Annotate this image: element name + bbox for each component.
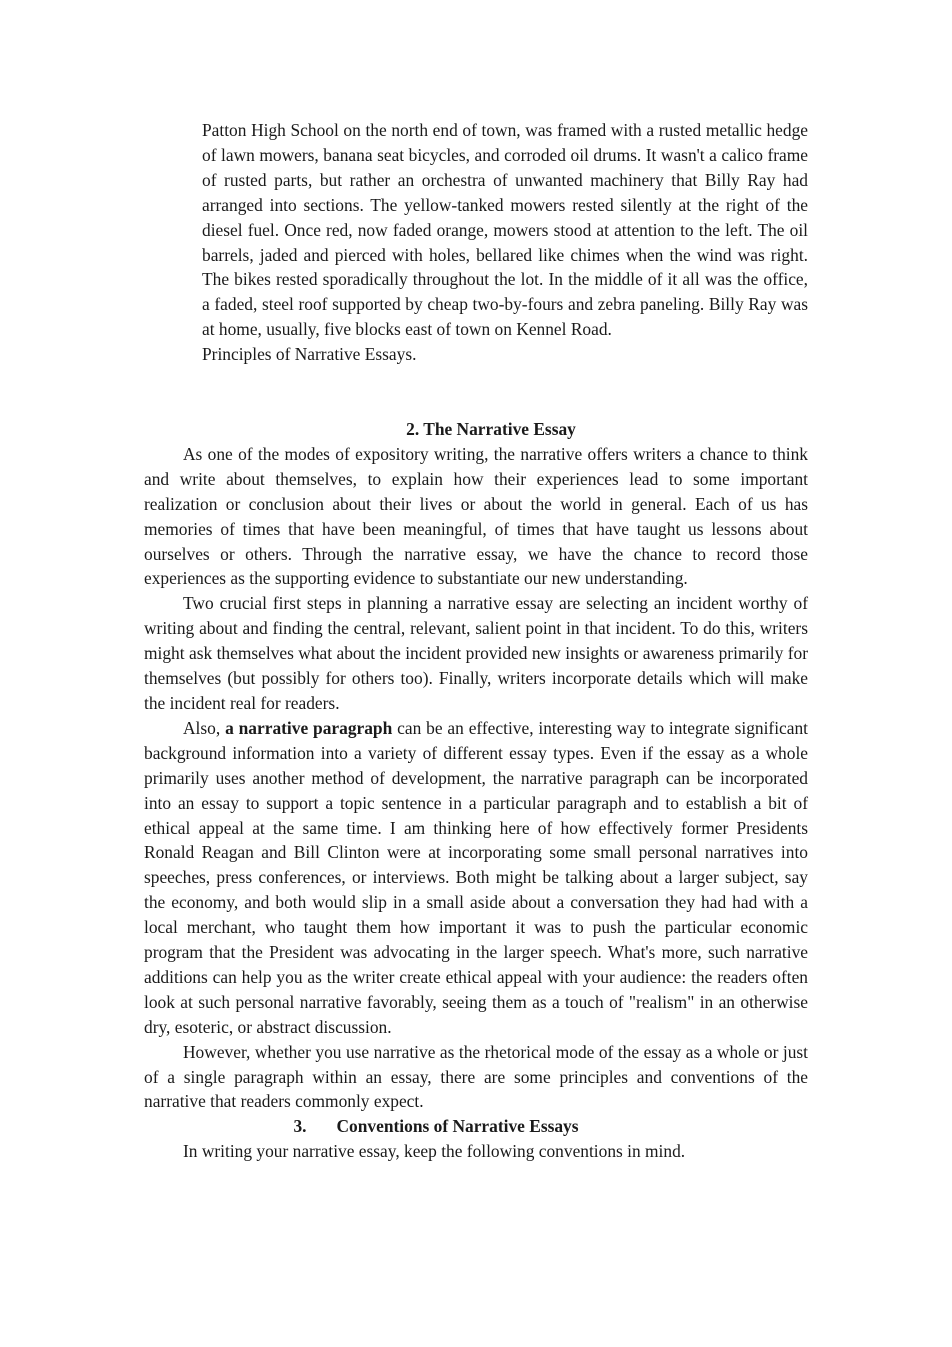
section-2-paragraph-1: As one of the modes of expository writing, the narrative offers writers a chance to think and write about themselves, to explain how their experiences lead to some important realization or conclusion about their lives or about the world in general. Each of us has memories of times that have been meaningful, of times that have taught us lessons about ourselves or others. Through the narrative essay, we have the chance to record those experiences as the supporting evidence to substantiate our new understanding. — [144, 443, 808, 589]
excerpt-trailing-line: Principles of Narrative Essays. — [202, 344, 417, 365]
section-3-paragraph-1: In writing your narrative essay, keep the following conventions in mind. — [183, 1141, 686, 1162]
paragraph-3-rest: can be an effective, interesting way to integrate significant background information into a variety of different essay types. Even if the essay as a whole primarily uses another method of development, the narrative paragraph can be incorporated into an essay to support a topic sentence in a particular paragraph and to establish a bit of ethical appeal at the same time. I am thinking here of how effectively former Presidents Ronald Reagan and Bill Clinton were at incorporating some small personal narratives into speeches, press conferences, or interviews. Both might be talking about a larger subject, say the economy, and both would slip in a small aside about a conversation they had had with a local merchant, who taught them how important it was to push the particular economic program that the President was advocating in the larger speech. What's more, such narrative additions can help you as the writer create ethical appeal with your audience: the readers often look at such personal narrative favorably, seeing them as a touch of "realism" in an otherwise dry, esoteric, or abstract discussion. — [144, 717, 809, 1037]
excerpt-paragraph: Patton High School on the north end of town, was framed with a rusted metallic hedge of lawn mowers, banana seat bicycles, and corroded oil drums. It wasn't a calico frame of rusted parts, but rather an orchestra of unwanted machinery that Billy Ray had arranged into sections. The yellow-tanked mowers rested silently at the right of the diesel fuel. Once red, now faded orange, mowers stood at attention to the left. The oil barrels, jaded and pierced with holes, bellared like chimes when the wind was right. The bikes rested sporadically throughout the lot. In the middle of it all was the office, a faded, steel roof supported by cheap two-by-fours and zebra paneling. Billy Ray was at home, usually, five blocks east of town on Kennel Road. — [202, 120, 808, 340]
excerpt-block — [202, 118, 808, 367]
section-2-paragraph-3 — [144, 716, 808, 1040]
section-3-number: 3. — [293, 1116, 307, 1137]
paragraph-3-bold-term: a narrative paragraph — [225, 717, 393, 738]
paragraph-3-lead: Also, — [183, 717, 226, 738]
main-body — [144, 417, 808, 1164]
section-2-paragraph-4: However, whether you use narrative as the rhetorical mode of the essay as a whole or just of a single paragraph within an essay, there are some principles and conventions of the narrative that readers commonly expect. — [144, 1041, 808, 1112]
section-2-heading: 2. The Narrative Essay — [406, 419, 576, 439]
section-3-title: Conventions of Narrative Essays — [336, 1116, 579, 1137]
section-2-paragraph-2: Two crucial first steps in planning a narrative essay are selecting an incident worthy of writing about and finding the central, relevant, salient point in that incident. To do this, writers might ask themselves what about the incident provided new insights or awareness primarily for themselves (but possibly for others too). Finally, writers incorporate details which will make the incident real for readers. — [144, 593, 808, 713]
section-3-heading — [144, 1114, 808, 1139]
